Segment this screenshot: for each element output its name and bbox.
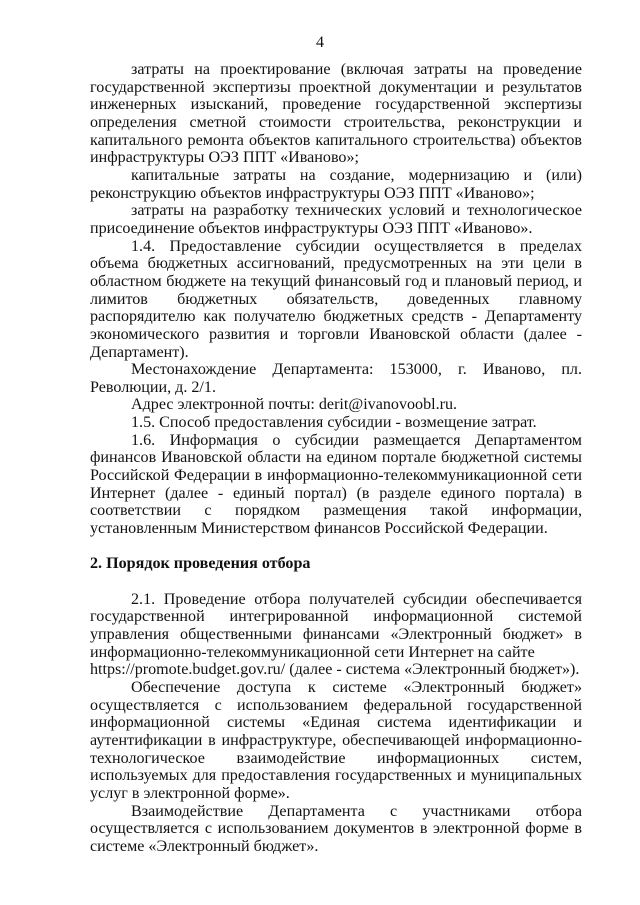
paragraph-department-location: Местонахождение Департамента: 153000, г. Иваново, пл. Революции, д. 2/1.	[90, 361, 582, 396]
spacer	[90, 538, 582, 556]
paragraph-design-costs: затраты на проектирование (включая затраты на проведение государственной экспертизы проектной документации и результатов инженерных изысканий, проведение государственной экспертизы определения сметной стоимости строительства, реконструкции и капитального ремонта объектов капитального строительства) объектов инфраструктуры ОЭЗ ППТ «Иваново»;	[90, 61, 582, 167]
paragraph-2-1: 2.1. Проведение отбора получателей субсидии обеспечивается государственной интегрированной информационной системой управления общественными финансами «Электронный бюджет» в информационно-телекоммуникационной сети Интернет на сайте	[90, 590, 582, 661]
spacer	[90, 573, 582, 591]
paragraph-1-6: 1.6. Информация о субсидии размещается Департаментом финансов Ивановской области на едином портале бюджетной системы Российской Федерации в информационно-телекоммуникационной сети Интернет (далее - единый портал) (в разделе единого портала) в соответствии с порядком размещения такой информации, установленным Министерством финансов Российской Федерации.	[90, 431, 582, 538]
paragraph-1-5: 1.5. Способ предоставления субсидии - возмещение затрат.	[131, 414, 537, 432]
paragraph-access: Обеспечение доступа к системе «Электронный бюджет» осуществляется с использованием федеральной государственной информационной системы «Единая система идентификации и аутентификации в инфраструктуре, обеспечивающей информационно-технологическое взаимодействие информационных систем, используемых для предоставления государственных и муниципальных услуг в электронной форме».	[90, 678, 582, 802]
paragraph-1-4: 1.4. Предоставление субсидии осуществляется в пределах объема бюджетных ассигнований, предусмотренных на эти цели в областном бюджете на текущий финансовый год и плановый период, и лимитов бюджетных обязательств, доведенных главному распорядителю как получателю бюджетных средств - Департаменту экономического развития и торговли Ивановской области (далее - Департамент).	[90, 237, 582, 361]
paragraph-technical-conditions: затраты на разработку технических условий и технологическое присоединение объектов инфраструктуры ОЭЗ ППТ «Иваново».	[90, 202, 582, 237]
paragraph-interaction: Взаимодействие Департамента с участниками отбора осуществляется с использованием документов в электронной форме в системе «Электронный бюджет».	[90, 802, 582, 855]
paragraph-email: Адрес электронной почты: derit@ivanovoobl.ru.	[131, 396, 458, 414]
page-number: 4	[316, 34, 324, 51]
document-body	[90, 61, 582, 856]
section-heading: 2. Порядок проведения отбора	[90, 555, 311, 573]
paragraph-2-1-url: https://promote.budget.gov.ru/ (далее - система «Электронный бюджет»).	[90, 661, 580, 679]
paragraph-capital-costs: капитальные затраты на создание, модернизацию и (или) реконструкцию объектов инфраструктуры ОЭЗ ППТ «Иваново»;	[90, 166, 582, 202]
